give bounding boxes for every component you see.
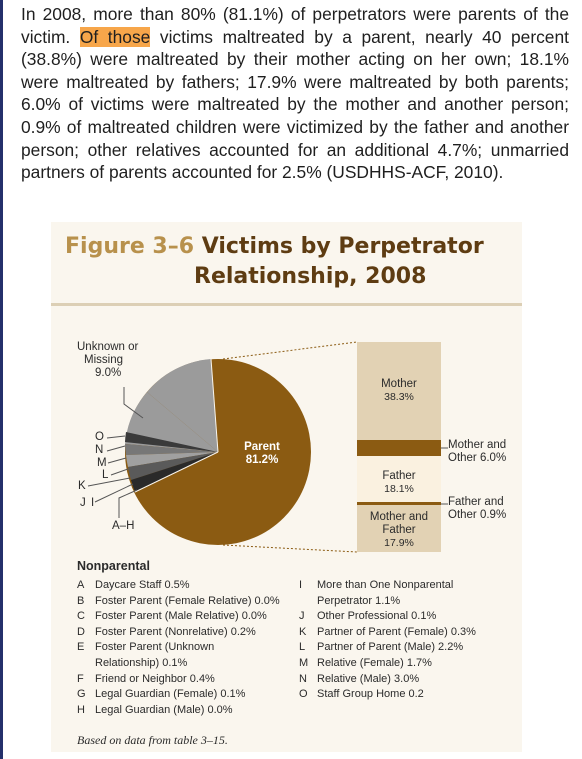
pie-label-N: N: [95, 444, 104, 456]
bar-label-father-other: Father and Other 0.9%: [448, 496, 507, 521]
legend-value: Relative (Female) 1.7%: [317, 656, 432, 669]
legend-key: N: [299, 672, 307, 685]
left-edge-bar: [0, 0, 3, 759]
leader-O: [107, 436, 125, 438]
pie-label-parent: Parent 81.2%: [244, 441, 280, 466]
legend-value: Daycare Staff 0.5%: [95, 579, 190, 591]
legend-row: [77, 687, 302, 703]
legend-value: Relationship) 0.1%: [95, 656, 188, 669]
legend-value: Legal Guardian (Female) 0.1%: [95, 688, 246, 701]
legend-row: [299, 640, 514, 656]
legend-value: Partner of Parent (Male) 2.2%: [317, 641, 464, 654]
connector-bottom: [223, 545, 357, 552]
pie-label-L: L: [102, 469, 109, 481]
pie-label-unknown: Unknown or Missing 9.0%: [77, 341, 139, 379]
bar-label-both: Mother and Father 17.9%: [369, 511, 429, 549]
legend-row: [299, 625, 514, 641]
legend-row: [77, 672, 302, 688]
leader-L: [111, 469, 128, 475]
legend-key: G: [77, 688, 86, 701]
paragraph-text-before: In 2008, more than 80% (81.1%) of perpetrators were parents of the victim.: [21, 4, 569, 47]
legend-row: [299, 609, 514, 625]
legend-value: Staff Group Home 0.2: [317, 688, 424, 701]
leader-N: [107, 446, 125, 451]
connector-top: [223, 342, 357, 359]
pie-label-K: K: [78, 480, 86, 492]
legend-row: [77, 703, 302, 719]
body-paragraph: [21, 3, 569, 184]
legend-title: Nonparental: [77, 559, 150, 573]
figure-title-line1: Victims by Perpetrator: [201, 234, 484, 259]
legend-key: L: [299, 641, 306, 654]
pie-label-I: I: [91, 497, 95, 509]
legend-value: More than One Nonparental: [317, 579, 454, 591]
legend-key: M: [299, 656, 309, 669]
legend-value: Partner of Parent (Female) 0.3%: [317, 625, 476, 638]
legend-row: [77, 640, 302, 656]
pie-label-J: J: [80, 497, 86, 509]
figure-number: Figure 3–6: [65, 234, 195, 259]
legend-value: Other Professional 0.1%: [317, 610, 437, 623]
legend-key: [77, 656, 95, 672]
legend-row: [77, 656, 302, 672]
legend-key: A: [77, 579, 85, 591]
figure-title-line2: Relationship, 2008: [194, 264, 427, 289]
figure-3-6: [51, 222, 522, 752]
pie-label-M: M: [97, 457, 107, 469]
legend-value: Perpetrator 1.1%: [317, 594, 401, 607]
legend-value: Foster Parent (Female Relative) 0.0%: [95, 594, 280, 607]
legend-row: [299, 687, 514, 703]
legend-key: E: [77, 641, 85, 654]
leader-M: [108, 458, 126, 463]
legend-row: [77, 609, 302, 625]
legend-key: F: [77, 672, 84, 685]
bar-segment-father-other: [357, 502, 441, 505]
legend-value: Foster Parent (Male Relative) 0.0%: [95, 610, 267, 623]
legend-left-column: [77, 578, 302, 718]
legend-row: [77, 594, 302, 610]
legend-key: H: [77, 703, 85, 716]
legend-row: [299, 656, 514, 672]
legend-key: [299, 594, 317, 610]
legend-row: [77, 578, 302, 594]
paragraph-text-after: victims maltreated by a parent, nearly 40 percent (38.8%) were maltreated by their mother acting on her own; 18.1% were maltreated by fathers; 17.9% were maltreated by both parents; 6.0% of victims were maltreated by the mother and another person; 0.9% of maltreated children were victimized by the father and another person; other relatives accounted for an additional 4.7%; unmarried partners of parents accounted for 2.5% (USDHHS-ACF, 2010).: [21, 26, 569, 183]
legend-key: I: [299, 579, 303, 591]
legend-key: D: [77, 625, 85, 638]
bar-label-father: Father 18.1%: [382, 470, 416, 495]
bar-label-mother: Mother 38.3%: [381, 378, 417, 403]
legend-key: O: [299, 688, 308, 701]
legend-key: B: [77, 594, 85, 607]
leader-K: [88, 478, 130, 486]
source-note: Based on data from table 3–15.: [77, 733, 228, 747]
legend-value: Legal Guardian (Male) 0.0%: [95, 703, 233, 716]
legend-key: C: [77, 610, 85, 623]
bar-segment-mother-other: [357, 440, 441, 456]
pie-label-A-H: A–H: [112, 520, 135, 532]
legend-value: Foster Parent (Nonrelative) 0.2%: [95, 625, 256, 638]
legend-row: [77, 625, 302, 641]
legend-right-column: [299, 578, 514, 703]
legend-key: J: [299, 610, 305, 623]
highlighted-text[interactable]: Of those: [79, 26, 151, 47]
legend-value: Foster Parent (Unknown: [95, 641, 215, 654]
leader-AH: [119, 490, 137, 518]
legend-row: [299, 672, 514, 688]
legend-value: Relative (Male) 3.0%: [317, 672, 420, 685]
bar-label-mother-other: Mother and Other 6.0%: [448, 439, 507, 464]
legend-row: [299, 578, 514, 594]
legend-row: [299, 594, 514, 610]
leader-I: [95, 484, 133, 502]
pie-label-O: O: [95, 431, 104, 443]
legend-key: K: [299, 625, 307, 638]
legend-value: Friend or Neighbor 0.4%: [95, 672, 215, 685]
